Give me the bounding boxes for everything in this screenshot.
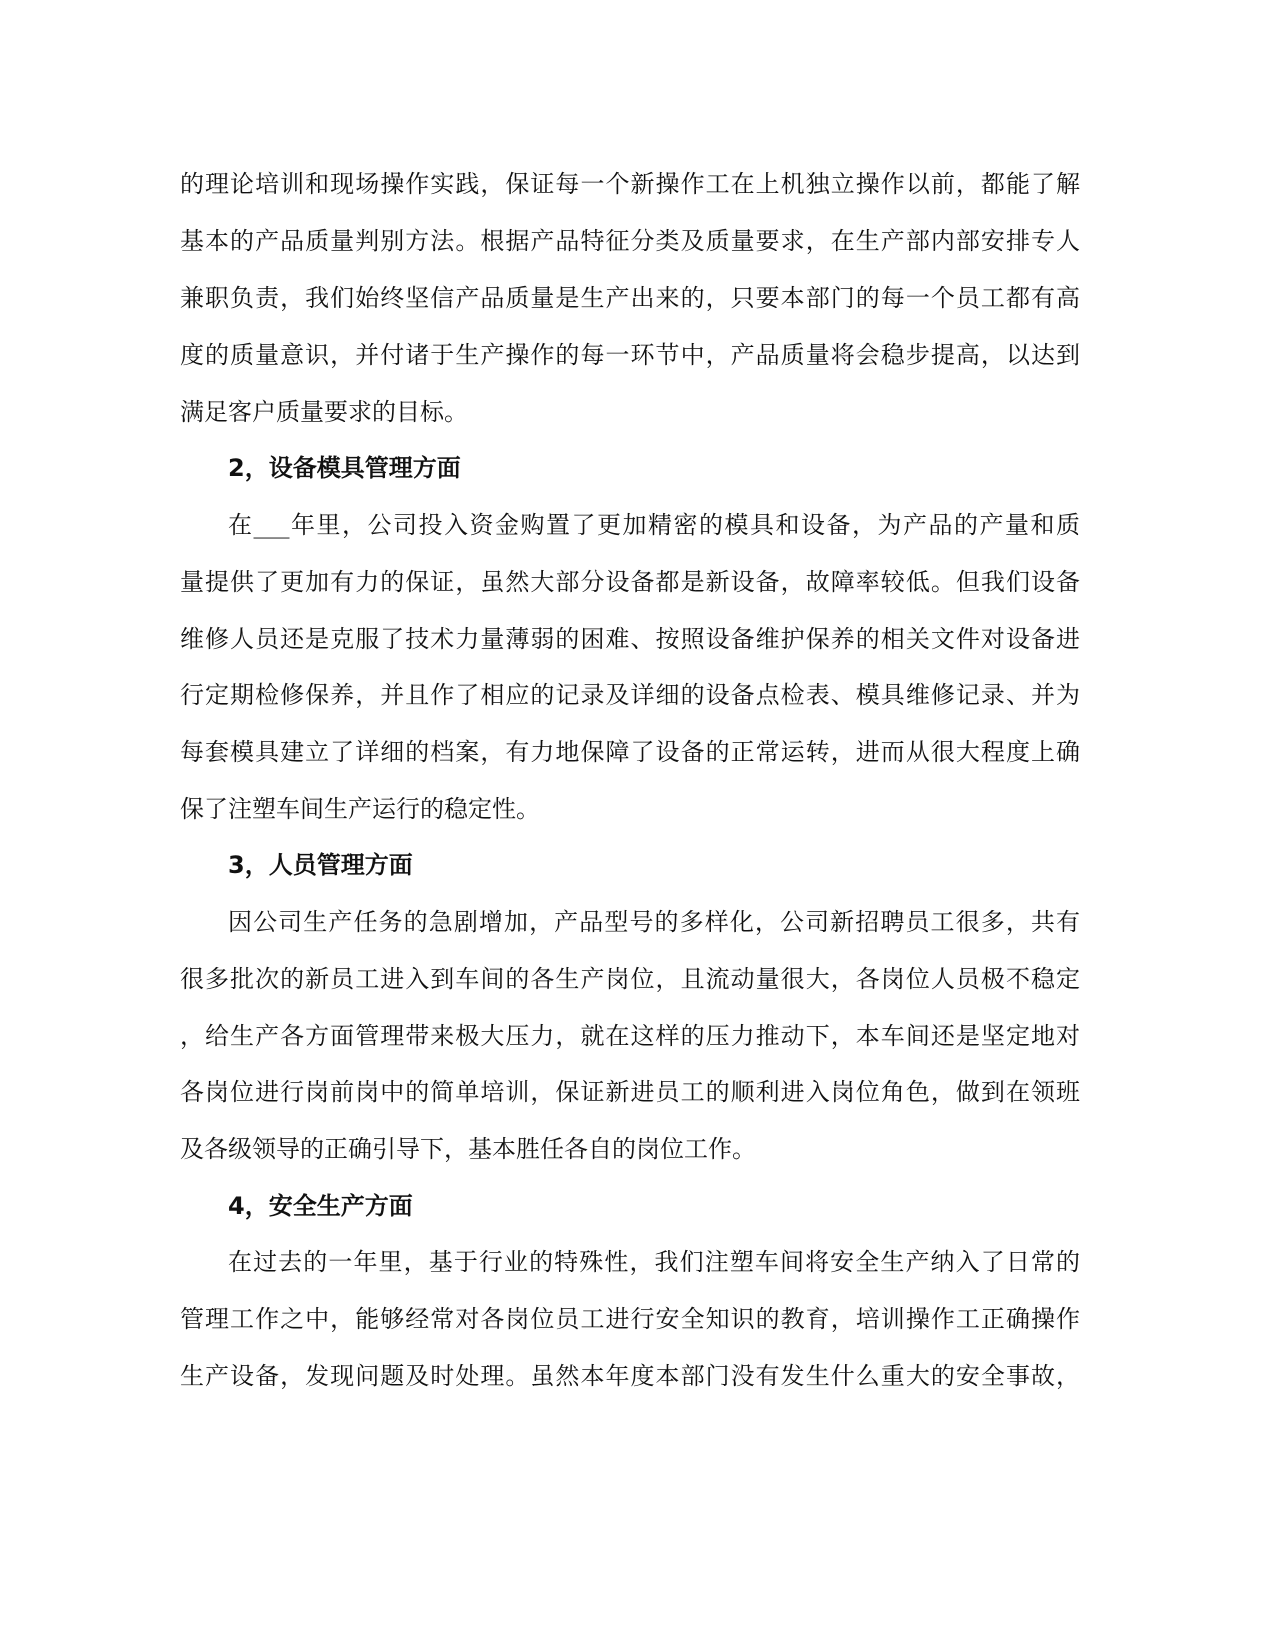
section-heading: 2，设备模具管理方面 [228,454,461,482]
text-line: 行定期检修保养，并且作了相应的记录及详细的设备点检表、模具维修记录、并为 [180,681,1080,709]
section-heading: 3，人员管理方面 [228,851,413,879]
text-line: 每套模具建立了详细的档案，有力地保障了设备的正常运转，进而从很大程度上确 [180,738,1080,766]
text-line: ，给生产各方面管理带来极大压力，就在这样的压力推动下，本车间还是坚定地对 [180,1022,1080,1050]
text-line: 的理论培训和现场操作实践，保证每一个新操作工在上机独立操作以前，都能了解 [180,170,1080,198]
text-line: 维修人员还是克服了技术力量薄弱的困难、按照设备维护保养的相关文件对设备进 [180,625,1080,653]
text-line: 满足客户质量要求的目标。 [180,398,468,426]
text-line: 生产设备，发现问题及时处理。虽然本年度本部门没有发生什么重大的安全事故， [180,1362,1080,1390]
text-line: 兼职负责，我们始终坚信产品质量是生产出来的，只要本部门的每一个员工都有高 [180,284,1080,312]
text-line: 各岗位进行岗前岗中的简单培训，保证新进员工的顺利进入岗位角色，做到在领班 [180,1078,1080,1106]
text-line: 在过去的一年里，基于行业的特殊性，我们注塑车间将安全生产纳入了日常的 [228,1248,1080,1276]
text-line: 管理工作之中，能够经常对各岗位员工进行安全知识的教育，培训操作工正确操作 [180,1305,1080,1333]
text-line: 在___年里，公司投入资金购置了更加精密的模具和设备，为产品的产量和质 [228,511,1080,539]
text-line: 保了注塑车间生产运行的稳定性。 [180,795,540,823]
text-line: 及各级领导的正确引导下，基本胜任各自的岗位工作。 [180,1135,756,1163]
text-line: 基本的产品质量判别方法。根据产品特征分类及质量要求，在生产部内部安排专人 [180,227,1080,255]
text-line: 量提供了更加有力的保证，虽然大部分设备都是新设备，故障率较低。但我们设备 [180,568,1080,596]
text-line: 因公司生产任务的急剧增加，产品型号的多样化，公司新招聘员工很多，共有 [228,908,1080,936]
text-line: 很多批次的新员工进入到车间的各生产岗位，且流动量很大，各岗位人员极不稳定 [180,965,1080,993]
text-line: 度的质量意识，并付诸于生产操作的每一环节中，产品质量将会稳步提高，以达到 [180,341,1080,369]
section-heading: 4，安全生产方面 [228,1192,413,1220]
